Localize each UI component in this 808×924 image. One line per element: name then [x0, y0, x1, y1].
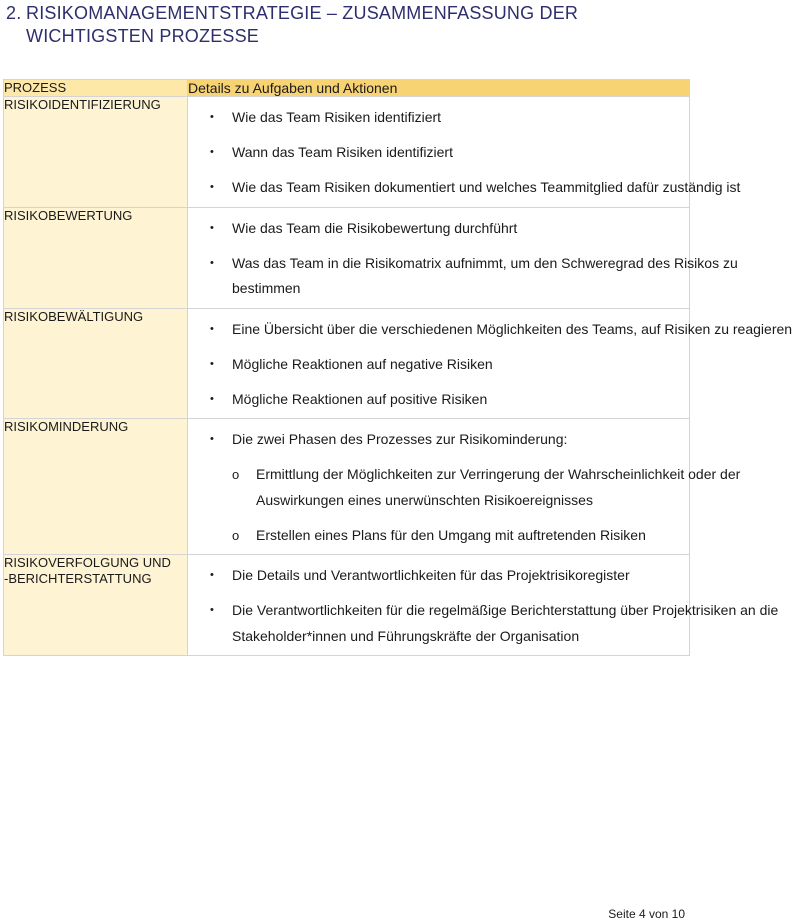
bullet-icon: • — [210, 322, 214, 335]
list-item: • Eine Übersicht über die verschiedenen Möglichkeiten des Teams, auf Risiken zu reagieren — [188, 317, 808, 343]
bullet-icon: • — [210, 392, 214, 405]
process-table — [3, 79, 793, 656]
process-name: RISIKOIDENTIFIZIERUNG — [4, 97, 188, 208]
table-row — [4, 308, 690, 419]
circle-bullet-icon: o — [232, 467, 240, 482]
process-details — [188, 419, 741, 555]
process-details — [188, 207, 738, 308]
table-row — [4, 207, 690, 308]
list-item: • Was das Team in die Risikomatrix aufnimmt, um den Schweregrad des Risikos zu bestimmen — [188, 251, 808, 302]
table-header-row — [4, 80, 690, 97]
process-name: RISIKOMINDERUNG — [4, 419, 188, 555]
process-name: RISIKOBEWERTUNG — [4, 207, 188, 308]
table-row — [4, 97, 690, 208]
bullet-icon: • — [210, 256, 214, 269]
section-heading — [6, 2, 578, 48]
sub-list-item: o Erstellen eines Plans für den Umgang mit auftretenden Risiken — [188, 523, 808, 549]
list-item: • Mögliche Reaktionen auf negative Risiken — [188, 352, 808, 378]
process-details — [188, 308, 793, 419]
circle-bullet-icon: o — [232, 527, 240, 543]
bullet-icon: • — [210, 357, 214, 370]
section-heading-line1: RISIKOMANAGEMENTSTRATEGIE – ZUSAMMENFASSUNG DER — [26, 3, 579, 23]
section-heading-line2: WICHTIGSTEN PROZESSE — [26, 26, 260, 46]
page-number: Seite 4 von 10 — [608, 907, 685, 921]
table-row — [4, 419, 690, 555]
bullet-icon: • — [210, 111, 214, 123]
list-item: • Die zwei Phasen des Prozesses zur Risikominderung: — [188, 427, 808, 453]
bullet-icon: • — [210, 146, 214, 158]
bullet-icon: • — [210, 181, 214, 193]
header-process: PROZESS — [4, 80, 188, 97]
list-item: • Wann das Team Risiken identifiziert — [188, 140, 808, 166]
list-item: • Wie das Team die Risikobewertung durchführt — [188, 216, 808, 242]
process-details — [188, 555, 779, 656]
sub-list-item: o Ermittlung der Möglichkeiten zur Verringerung der Wahrscheinlichkeit oder der Auswirkungen eines unerwünschten Risikoereignisses — [188, 462, 808, 513]
list-item: • Die Verantwortlichkeiten für die regelmäßige Berichterstattung über Projektrisiken an die Stakeholder*innen und Führungskräfte der Organisation — [188, 598, 808, 649]
list-item: • Wie das Team Risiken dokumentiert und welches Teammitglied dafür zuständig ist — [188, 175, 808, 201]
process-name: RISIKOVERFOLGUNG UND -BERICHTERSTATTUNG — [4, 555, 188, 656]
list-item: • Die Details und Verantwortlichkeiten für das Projektrisikoregister — [188, 563, 808, 589]
process-details — [188, 97, 741, 208]
header-details: Details zu Aufgaben und Aktionen — [188, 80, 690, 97]
bullet-icon: • — [210, 433, 214, 445]
bullet-icon: • — [210, 221, 214, 234]
bullet-icon: • — [210, 569, 214, 581]
list-item: • Mögliche Reaktionen auf positive Risiken — [188, 387, 808, 413]
table-row — [4, 555, 690, 656]
section-number: 2. — [6, 3, 22, 23]
list-item: • Wie das Team Risiken identifiziert — [188, 105, 808, 131]
bullet-icon: • — [210, 604, 214, 616]
process-name: RISIKOBEWÄLTIGUNG — [4, 308, 188, 419]
